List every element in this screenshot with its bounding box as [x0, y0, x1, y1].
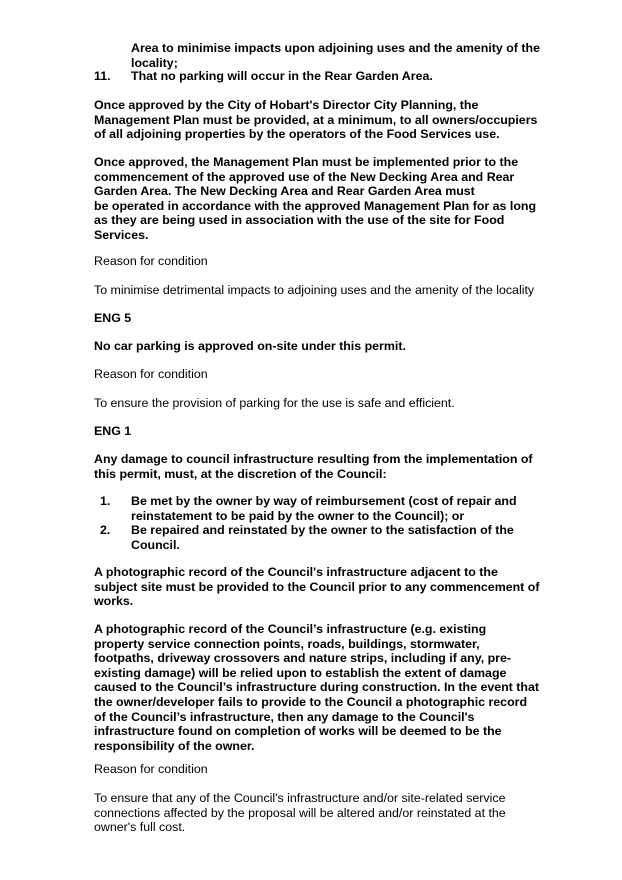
text-line: infrastructure found on completion of works will be deemed to be the	[94, 724, 502, 739]
text-line: property service connection points, roads, buildings, stormwater,	[94, 636, 480, 651]
text-line: Once approved by the City of Hobart's Director City Planning, the	[94, 98, 479, 112]
text-line: Services.	[94, 227, 149, 242]
reason-label: Reason for condition	[94, 762, 208, 776]
text-line: as they are being used in association with the use of the site for Food	[94, 213, 505, 228]
text-line: footpaths, driveway crossovers and nature strips, including if any, pre-	[94, 651, 512, 666]
item-text	[131, 494, 517, 523]
text-line: To ensure that any of the Council's infrastructure and/or site-related service	[94, 791, 506, 805]
item-number: 1.	[100, 494, 111, 508]
text-line: responsibility of the owner.	[94, 738, 255, 753]
text-line: owner's full cost.	[94, 820, 186, 835]
item-number: 2.	[100, 523, 111, 537]
text-line: Any damage to council infrastructure resulting from the implementation of	[94, 452, 533, 466]
text-line: connections affected by the proposal will be altered and/or reinstated at the	[94, 805, 506, 820]
text-line: of the Council’s infrastructure, then any damage to the Council's	[94, 709, 475, 724]
paragraph-management-plan-provided	[94, 98, 554, 142]
text-line: Council.	[131, 537, 180, 552]
text-line: the owner/developer fails to provide to the Council a photographic record	[94, 694, 528, 709]
text-line: caused to the Council’s infrastructure during construction. In the event that	[94, 680, 539, 695]
text-line: reinstatement to be paid by the owner to the Council); or	[131, 508, 465, 523]
reason-text: To ensure the provision of parking for the use is safe and efficient.	[94, 396, 455, 410]
text-line: A photographic record of the Council's infrastructure adjacent to the	[94, 565, 498, 579]
text-line: Garden Area. The New Decking Area and Rear Garden Area must	[94, 184, 475, 199]
text-line: Once approved, the Management Plan must be implemented prior to the	[94, 155, 519, 169]
text-line: this permit, must, at the discretion of the Council:	[94, 466, 387, 481]
eng5-condition-text: No car parking is approved on-site under this permit.	[94, 339, 406, 353]
text-line: Management Plan must be provided, at a minimum, to all owners/occupiers	[94, 112, 538, 127]
continued-condition-item	[131, 41, 561, 70]
text-line: works.	[94, 594, 134, 609]
eng1-intro	[94, 452, 554, 481]
item-number: 11.	[94, 69, 111, 83]
paragraph-photographic-record-detail	[94, 622, 554, 753]
text-line: be operated in accordance with the approved Management Plan for as long	[94, 198, 537, 213]
text-line: Be repaired and reinstated by the owner to the satisfaction of the	[131, 523, 514, 537]
paragraph-photographic-record	[94, 565, 554, 609]
text-line: A photographic record of the Council’s infrastructure (e.g. existing	[94, 622, 487, 636]
paragraph-management-plan-implemented	[94, 155, 554, 243]
text-line: Be met by the owner by way of reimbursement (cost of repair and	[131, 494, 517, 508]
reason-label: Reason for condition	[94, 367, 208, 381]
text-line: existing damage) will be relied upon to establish the extent of damage	[94, 665, 507, 680]
item-text	[131, 523, 514, 552]
section-heading-eng1: ENG 1	[94, 424, 132, 438]
reason-text	[94, 791, 554, 835]
reason-text: To minimise detrimental impacts to adjoining uses and the amenity of the locality	[94, 283, 535, 297]
text-line: locality;	[131, 55, 178, 70]
item-text: That no parking will occur in the Rear Garden Area.	[131, 69, 433, 83]
reason-label: Reason for condition	[94, 254, 208, 268]
text-line: Area to minimise impacts upon adjoining uses and the amenity of the	[131, 41, 540, 55]
text-line: commencement of the approved use of the New Decking Area and Rear	[94, 169, 515, 184]
text-line: of all adjoining properties by the operators of the Food Services use.	[94, 127, 500, 142]
section-heading-eng5: ENG 5	[94, 311, 132, 325]
text-line: subject site must be provided to the Council prior to any commencement of	[94, 579, 540, 594]
